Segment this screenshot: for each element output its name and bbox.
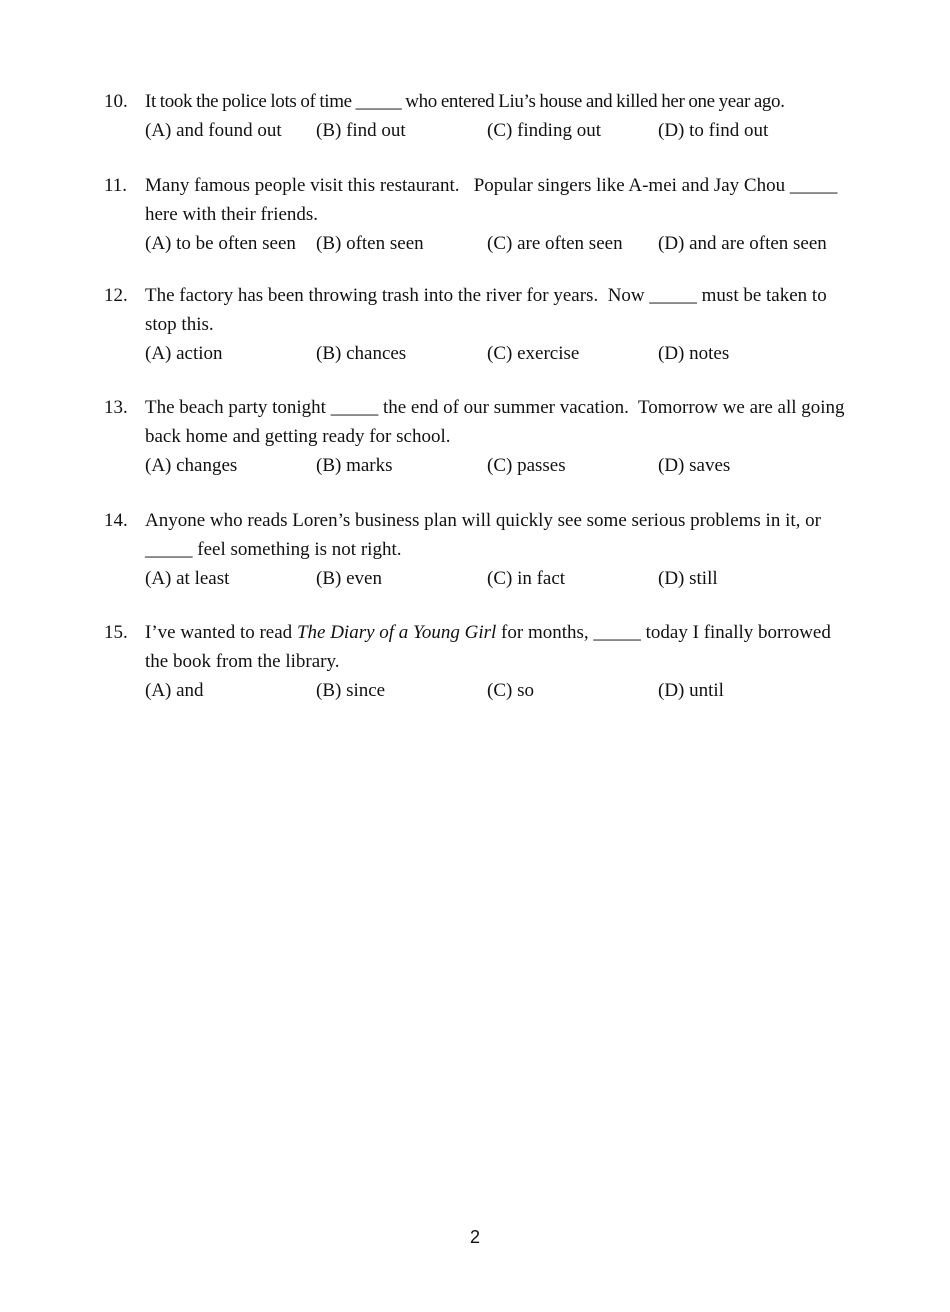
option-d: (D) until <box>658 680 724 701</box>
option-b: (B) even <box>316 568 382 589</box>
option-d: (D) to find out <box>658 120 769 141</box>
option-a: (A) to be often seen <box>145 233 296 254</box>
option-c: (C) passes <box>487 455 566 476</box>
page-number: 2 <box>469 1227 480 1247</box>
stem-text-before: I’ve wanted to read <box>145 622 297 643</box>
option-b: (B) find out <box>316 120 406 141</box>
option-b: (B) often seen <box>316 233 424 254</box>
option-a: (A) at least <box>145 568 230 589</box>
option-d: (D) and are often seen <box>658 233 827 254</box>
answer-options <box>145 451 850 480</box>
book-title: The Diary of a Young Girl <box>296 622 497 643</box>
option-b: (B) marks <box>316 455 393 476</box>
option-d: (D) still <box>658 568 718 589</box>
question-stem <box>145 618 850 676</box>
question-stem: It took the police lots of time _____ who entered Liu’s house and killed her one year ago. <box>145 91 785 112</box>
option-a: (A) and <box>145 680 204 701</box>
question-number: 14. <box>104 510 128 531</box>
question-number: 10. <box>104 91 128 112</box>
question-number: 11. <box>104 175 128 196</box>
question-number: 15. <box>104 622 128 643</box>
question-number: 13. <box>104 397 128 418</box>
stem-text-after: for months, _____ today I finally borrowed the book from the library. <box>145 622 831 672</box>
option-c: (C) exercise <box>487 343 580 364</box>
answer-options <box>145 116 850 145</box>
answer-options <box>145 676 850 705</box>
option-d: (D) saves <box>658 455 731 476</box>
option-b: (B) since <box>316 680 386 701</box>
question-15 <box>104 618 850 705</box>
answer-options <box>145 229 850 258</box>
question-stem: Many famous people visit this restaurant. Popular singers like A-mei and Jay Chou _____ here with their friends. <box>145 175 843 225</box>
question-stem: Anyone who reads Loren’s business plan will quickly see some serious problems in it, or _____ feel something is not right. <box>145 510 821 560</box>
question-number: 12. <box>104 285 128 306</box>
question-10 <box>104 87 850 145</box>
option-a: (A) changes <box>145 455 238 476</box>
option-d: (D) notes <box>658 343 730 364</box>
option-c: (C) are often seen <box>487 233 623 254</box>
answer-options <box>145 339 850 368</box>
question-13 <box>104 393 850 480</box>
question-14 <box>104 506 850 593</box>
option-a: (A) action <box>145 343 223 364</box>
option-c: (C) so <box>487 680 534 701</box>
question-12 <box>104 281 850 368</box>
question-11 <box>104 171 850 258</box>
option-c: (C) finding out <box>487 120 601 141</box>
option-b: (B) chances <box>316 343 407 364</box>
question-stem: The beach party tonight _____ the end of our summer vacation. Tomorrow we are all going back home and getting ready for school. <box>145 397 850 447</box>
answer-options <box>145 564 850 593</box>
option-a: (A) and found out <box>145 120 282 141</box>
option-c: (C) in fact <box>487 568 566 589</box>
question-stem: The factory has been throwing trash into the river for years. Now _____ must be taken to stop this. <box>145 285 832 335</box>
